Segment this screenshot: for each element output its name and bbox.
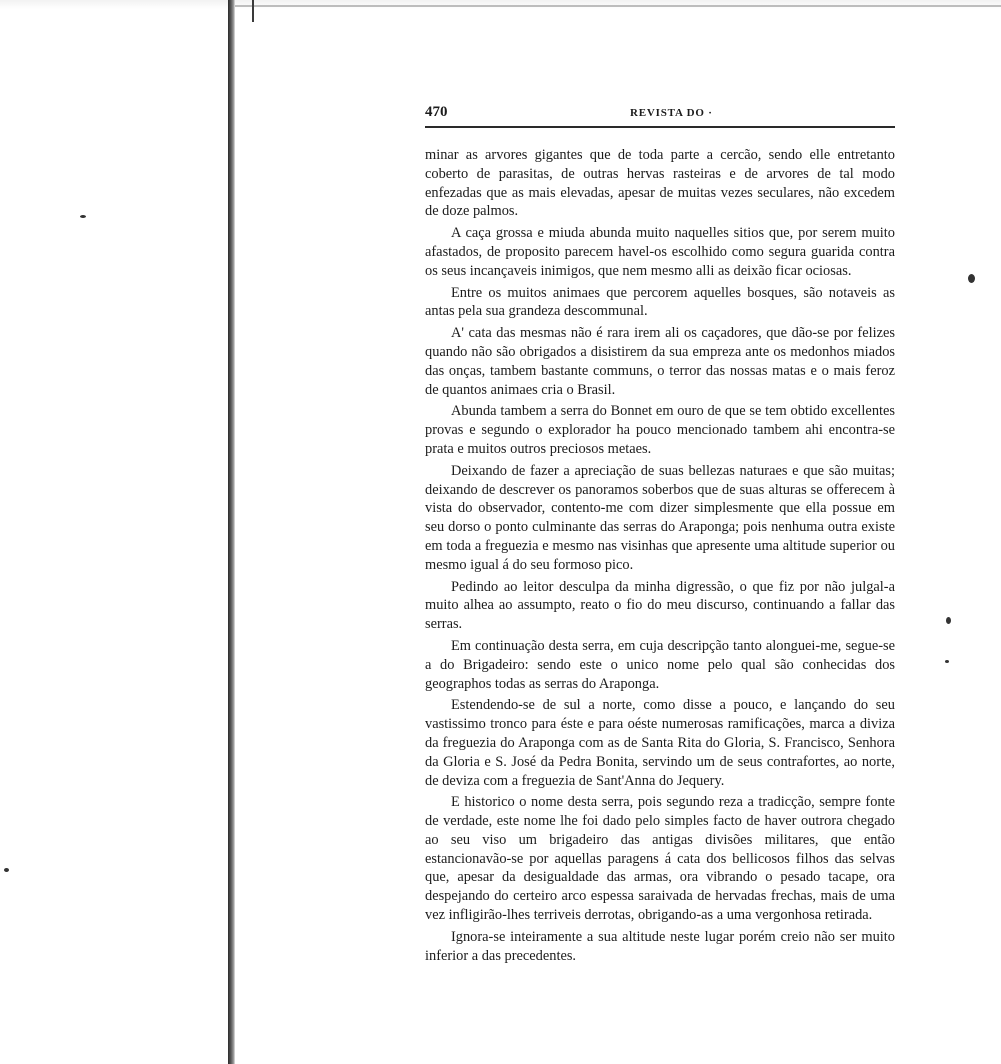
paragraph: Abunda tambem a serra do Bonnet em ouro de que se tem obtido excellentes provas e segundo o explorador ha pouco mencionado tambem ahi encontra-se prata e muitos outros preciosos metaes. xyxy=(425,403,895,457)
paragraph: Deixando de fazer a apreciação de suas bellezas naturaes e que são muitas; deixando de descrever os panoramos soberbos que de suas alturas se offerecem à vista do observador, contento-me com dizer simplesmente que ella possue em seu dorso o ponto culminante das serras do Araponga; pois nenhuma outra existe em toda a freguezia e mesmo nas visinhas que apresente uma altitude superior ou mesmo igual á do seu formoso pico. xyxy=(425,462,895,573)
gutter-mark xyxy=(252,0,254,22)
page-number: 470 xyxy=(425,104,448,120)
running-title: REVISTA DO · xyxy=(630,107,713,119)
margin-speck xyxy=(968,274,975,283)
paragraph: minar as arvores gigantes que de toda parte a cercão, sendo elle entretanto coberto de parasitas, de outras hervas rasteiras e de arvores de tal modo enfezadas que as mais elevadas, apesar de muitas vezes seculares, não excedem de doze palmos. xyxy=(425,147,895,220)
margin-speck xyxy=(945,660,949,663)
paragraph: E historico o nome desta serra, pois segundo reza a tradicção, sempre fonte de verdade, este nome lhe foi dado pelo simples facto de haver outrora chegado ao seu viso um brigadeiro das antigas divisões militares, que então estancionavão-se por aquellas paragens á cata dos bellicosos filhos das selvas que, apesar da desigualdade das armas, ora vibrando o pesado tacape, ora despejando do certeiro arco espessa saraivada de hervadas frechas, mais de uma vez infligirão-lhes terriveis derrotas, obrigando-as a uma vergonhosa retirada. xyxy=(425,794,895,924)
paragraph: Entre os muitos animaes que percorem aquelles bosques, são notaveis as antas pela sua grandeza descommunal. xyxy=(425,284,895,320)
paragraph: Ignora-se inteiramente a sua altitude neste lugar porém creio não ser muito inferior a das precedentes. xyxy=(425,928,895,964)
header-rule xyxy=(425,126,895,128)
page-header xyxy=(425,104,895,126)
paragraph: Estendendo-se de sul a norte, como disse a pouco, e lançando do seu vastissimo tronco para éste e para oéste numerosas ramificações, marca a diviza da freguezia do Araponga com as de Santa Rita do Gloria, S. Francisco, Senhora da Gloria e S. José da Pedra Bonita, servindo um de seus contrafortes, ao norte, de deviza com a freguezia de Sant'Anna do Jequery. xyxy=(425,697,895,789)
paragraph: A caça grossa e miuda abunda muito naquelles sitios que, por serem muito afastados, de proposito parecem havel-os escolhido como segura guarida contra os seus incançaveis inimigos, que nem mesmo alli as deixão ficar ociosas. xyxy=(425,225,895,279)
margin-speck xyxy=(4,868,9,872)
paragraph: A' cata das mesmas não é rara irem ali os caçadores, que dão-se por felizes quando não são obrigados a disistirem da sua empreza ante os medonhos miados das onças, tambem bastante communs, o terror das nossas matas e o mais feroz de quantos animaes cria o Brasil. xyxy=(425,325,895,398)
margin-speck xyxy=(80,215,86,218)
book-gutter xyxy=(228,0,235,1064)
paragraph: Pedindo ao leitor desculpa da minha digressão, o que fiz por não julgal-a muito alhea ao assumpto, reato o fio do meu discurso, continuando a fallar das serras. xyxy=(425,578,895,633)
margin-speck xyxy=(946,617,951,624)
body-text xyxy=(425,146,895,968)
top-edge-line xyxy=(235,5,1001,7)
paragraph: Em continuação desta serra, em cuja descripção tanto alonguei-me, segue-se a do Brigadeiro: sendo este o unico nome pelo qual são conhecidas dos geographos todas as serras do Araponga. xyxy=(425,637,895,692)
